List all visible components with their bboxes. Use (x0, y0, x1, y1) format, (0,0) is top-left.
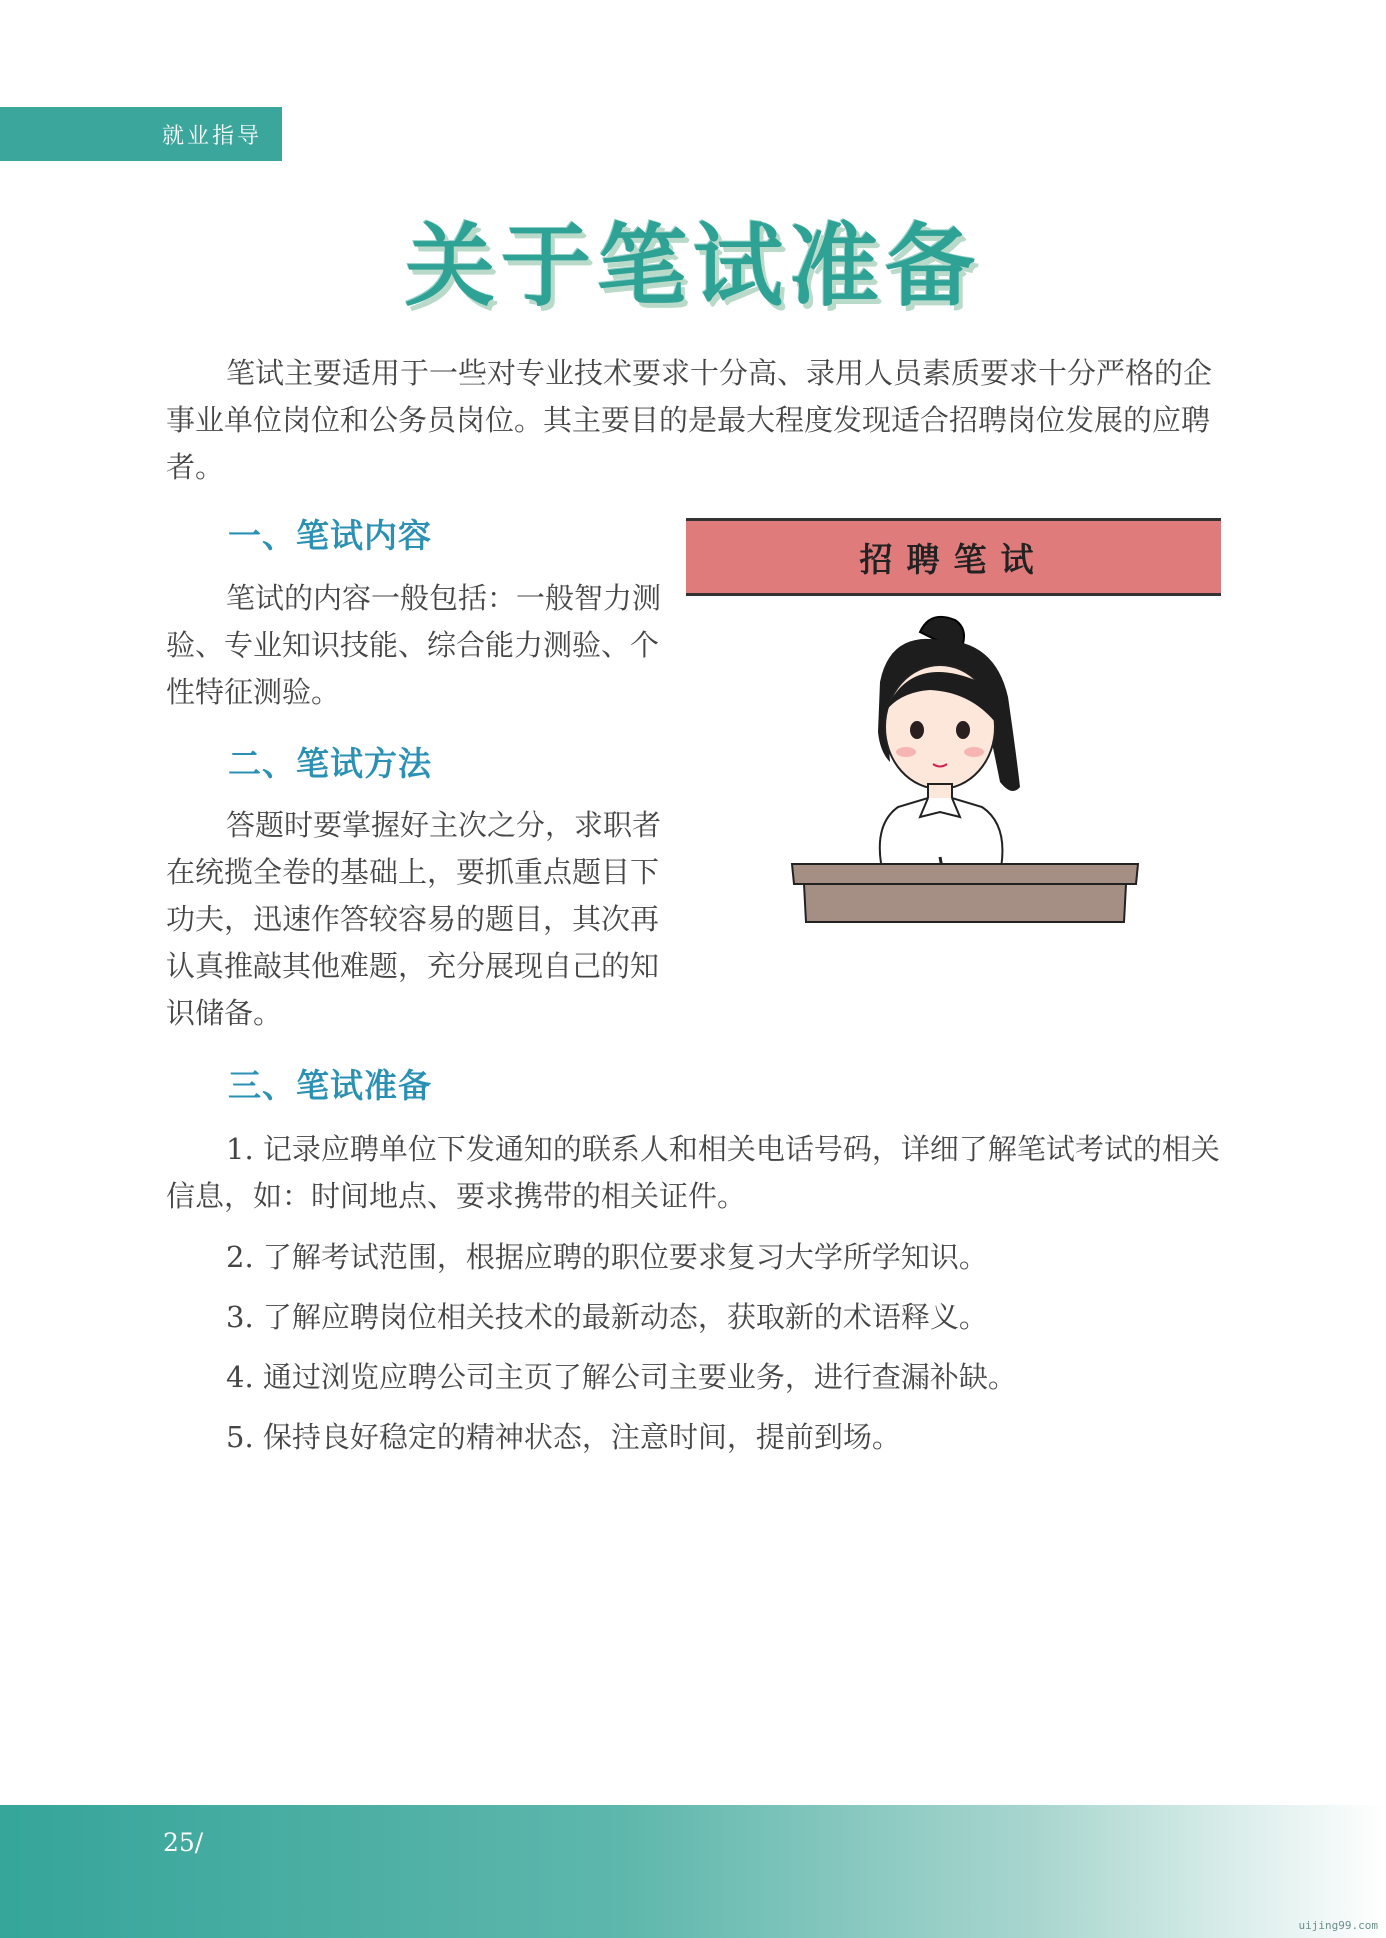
list-item (166, 1354, 1222, 1401)
list-item (166, 1234, 1222, 1281)
section-body-content (166, 575, 676, 716)
section-body-method-text: 答题时要掌握好主次之分，求职者在统揽全卷的基础上，要抓重点题目下功夫，迅速作答较容易的题目，其次再认真推敲其他难题，充分展现自己的知识储备。 (166, 808, 662, 1030)
list-item-number: 5. (226, 1420, 254, 1454)
intro-text: 笔试主要适用于一些对专业技术要求十分高、录用人员素质要求十分严格的企事业单位岗位和公务员岗位。其主要目的是最大程度发现适合招聘岗位发展的应聘者。 (166, 356, 1213, 484)
woman-writing-at-desk-icon (780, 612, 1150, 932)
list-item (166, 1126, 1222, 1220)
list-item-text: 了解应聘岗位相关技术的最新动态，获取新的术语释义。 (262, 1300, 988, 1334)
list-item-number: 3. (226, 1300, 254, 1334)
page-number: 25/ (163, 1828, 204, 1857)
watermark: uijing99.com (1298, 1919, 1378, 1932)
section-heading-content: 一、笔试内容 (228, 516, 432, 555)
list-item (166, 1414, 1222, 1461)
footer-band (0, 1805, 1386, 1938)
list-item-text: 记录应聘单位下发通知的联系人和相关电话号码，详细了解笔试考试的相关信息，如：时间地点、要求携带的相关证件。 (166, 1132, 1220, 1213)
page-title: 关于笔试准备 (405, 214, 981, 319)
list-item-text: 通过浏览应聘公司主页了解公司主要业务，进行查漏补缺。 (262, 1360, 1017, 1394)
list-item-number: 2. (226, 1240, 254, 1274)
list-item-text: 了解考试范围，根据应聘的职位要求复习大学所学知识。 (262, 1240, 988, 1274)
list-item-number: 1. (226, 1132, 254, 1166)
list-item-number: 4. (226, 1360, 254, 1394)
section-heading-method: 二、笔试方法 (228, 744, 432, 783)
intro-paragraph (166, 350, 1222, 491)
section-heading-prep: 三、笔试准备 (228, 1066, 432, 1105)
section-tab (0, 107, 282, 161)
list-item (166, 1294, 1222, 1341)
list-item-text: 保持良好稳定的精神状态，注意时间，提前到场。 (262, 1420, 901, 1454)
section-label: 就业指导 (162, 123, 263, 149)
banner-label: 招聘笔试 (859, 539, 1048, 579)
section-body-method (166, 802, 676, 1037)
illustration-banner (686, 518, 1221, 596)
section-body-content-text: 笔试的内容一般包括：一般智力测验、专业知识技能、综合能力测验、个性特征测验。 (166, 581, 662, 709)
